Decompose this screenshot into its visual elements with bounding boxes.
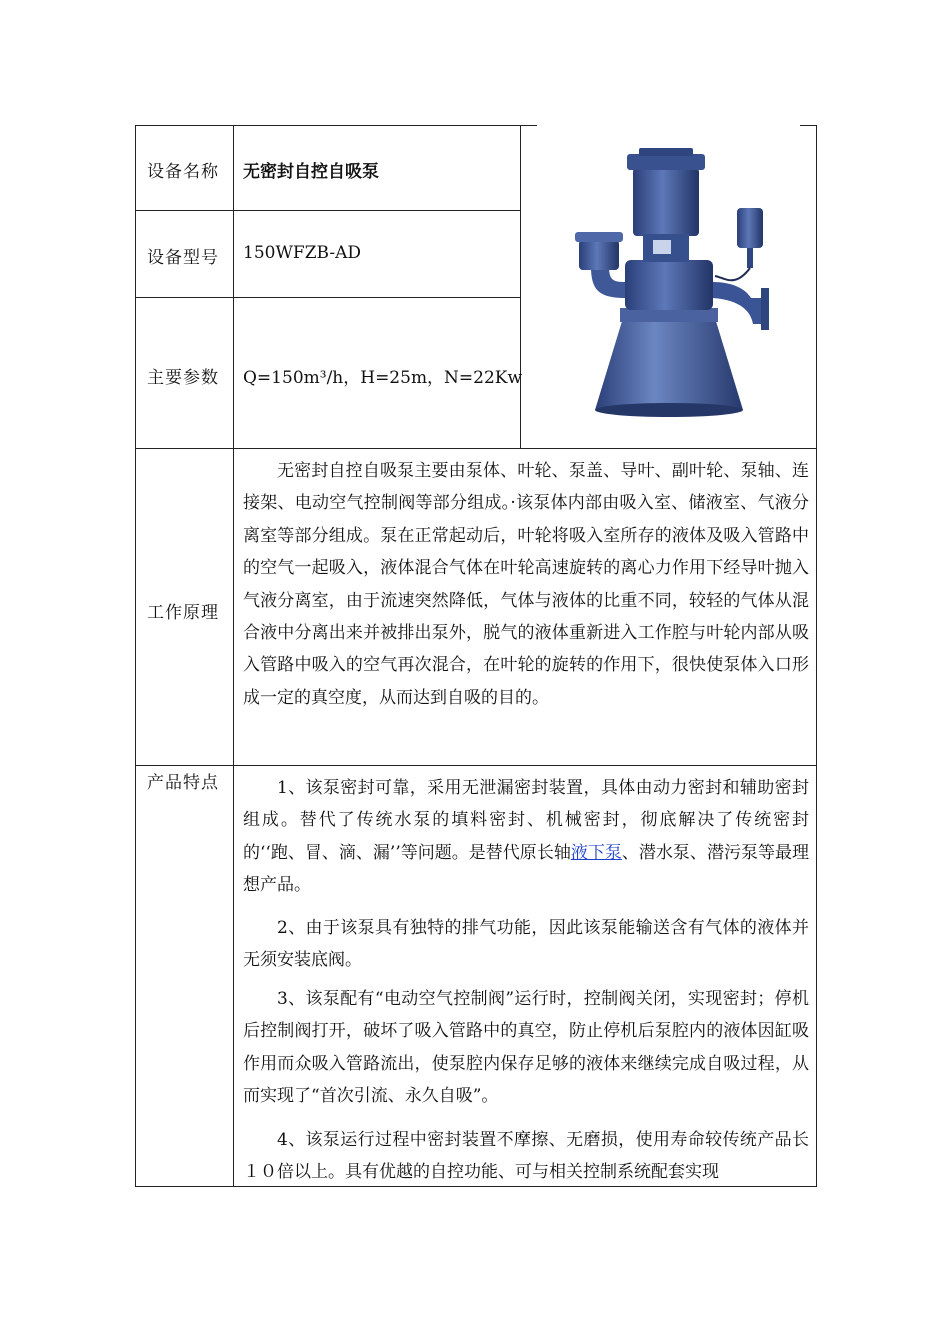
- table-top-border-right: [800, 125, 817, 126]
- table-right-border: [816, 125, 817, 1187]
- feature-1-text: 1、该泵密封可靠，采用无泄漏密封装置，具体由动力密封和辅助密封组成。替代了传统水泵的填料密封、机械密封，彻底解决了传统密封的‘‘跑、冒、滴、漏’’等问题。是替代原长轴: [243, 778, 809, 863]
- feature-paragraph-1: [243, 772, 809, 902]
- main-params-value: Q=150m³/h，H=25m，N=22Kw: [243, 368, 523, 388]
- row-divider-3: [135, 448, 817, 449]
- row-divider-2: [135, 297, 521, 298]
- feature-1-text-end: 、潜水泵、潜污泵等最理想产品。: [243, 842, 810, 896]
- self-priming-pump-photo: [565, 148, 770, 420]
- main-params-label: 主要参数: [147, 368, 219, 388]
- equipment-model-value: 150WFZB-AD: [243, 243, 361, 263]
- principle-label: 工作原理: [147, 603, 219, 623]
- equipment-name-value: 无密封自控自吸泵: [243, 162, 379, 182]
- row-divider-1: [135, 210, 521, 211]
- feature-paragraph-3: 3、该泵配有“电动空气控制阀”运行时，控制阀关闭，实现密封；停机后控制阀打开，破坏了吸入管路中的真空，防止停机后泵腔内的液体因缸吸作用而众吸入管路流出，使泵腔内保存足够的液体来继续完成自吸过程，从而实现了“首次引流、永久自吸”。: [243, 989, 809, 1107]
- features-label: 产品特点: [147, 773, 219, 793]
- table-top-border: [135, 125, 537, 126]
- equipment-name-label: 设备名称: [147, 162, 219, 182]
- principle-text: 无密封自控自吸泵主要由泵体、叶轮、泵盖、导叶、副叶轮、泵轴、连接架、电动空气控制阀等部分组成。·该泵体内部由吸入室、储液室、气液分离室等部分组成。泵在正常起动后，叶轮将吸入室所存的液体及吸入管路中的空气一起吸入，液体混合气体在叶轮高速旋转的离心力作用下经导叶抛入气液分离室，由于流速突然降低，气体与液体的比重不同，较轻的气体从混合液中分离出来并被排出泵外，脱气的液体重新进入工作腔与叶轮内部从吸入管路中吸入的空气再次混合，在叶轮的旋转的作用下，很快使泵体入口形成一定的真空度，从而达到自吸的目的。: [243, 461, 809, 708]
- feature-paragraph-4: 4、该泵运行过程中密封装置不摩擦、无磨损，使用寿命较传统产品长１０倍以上。具有优越的自控功能、可与相关控制系统配套实现: [243, 1130, 809, 1183]
- feature-paragraph-2: 2、由于该泵具有独特的排气功能，因此该泵能输送含有气体的液体并无须安装底阀。: [243, 918, 809, 971]
- photo-column-divider: [520, 125, 521, 448]
- label-column-divider: [233, 125, 234, 1187]
- table-left-border: [135, 125, 136, 1187]
- row-divider-4: [135, 765, 817, 766]
- liquid-pump-link[interactable]: 液下泵: [570, 842, 622, 863]
- equipment-model-label: 设备型号: [147, 248, 219, 268]
